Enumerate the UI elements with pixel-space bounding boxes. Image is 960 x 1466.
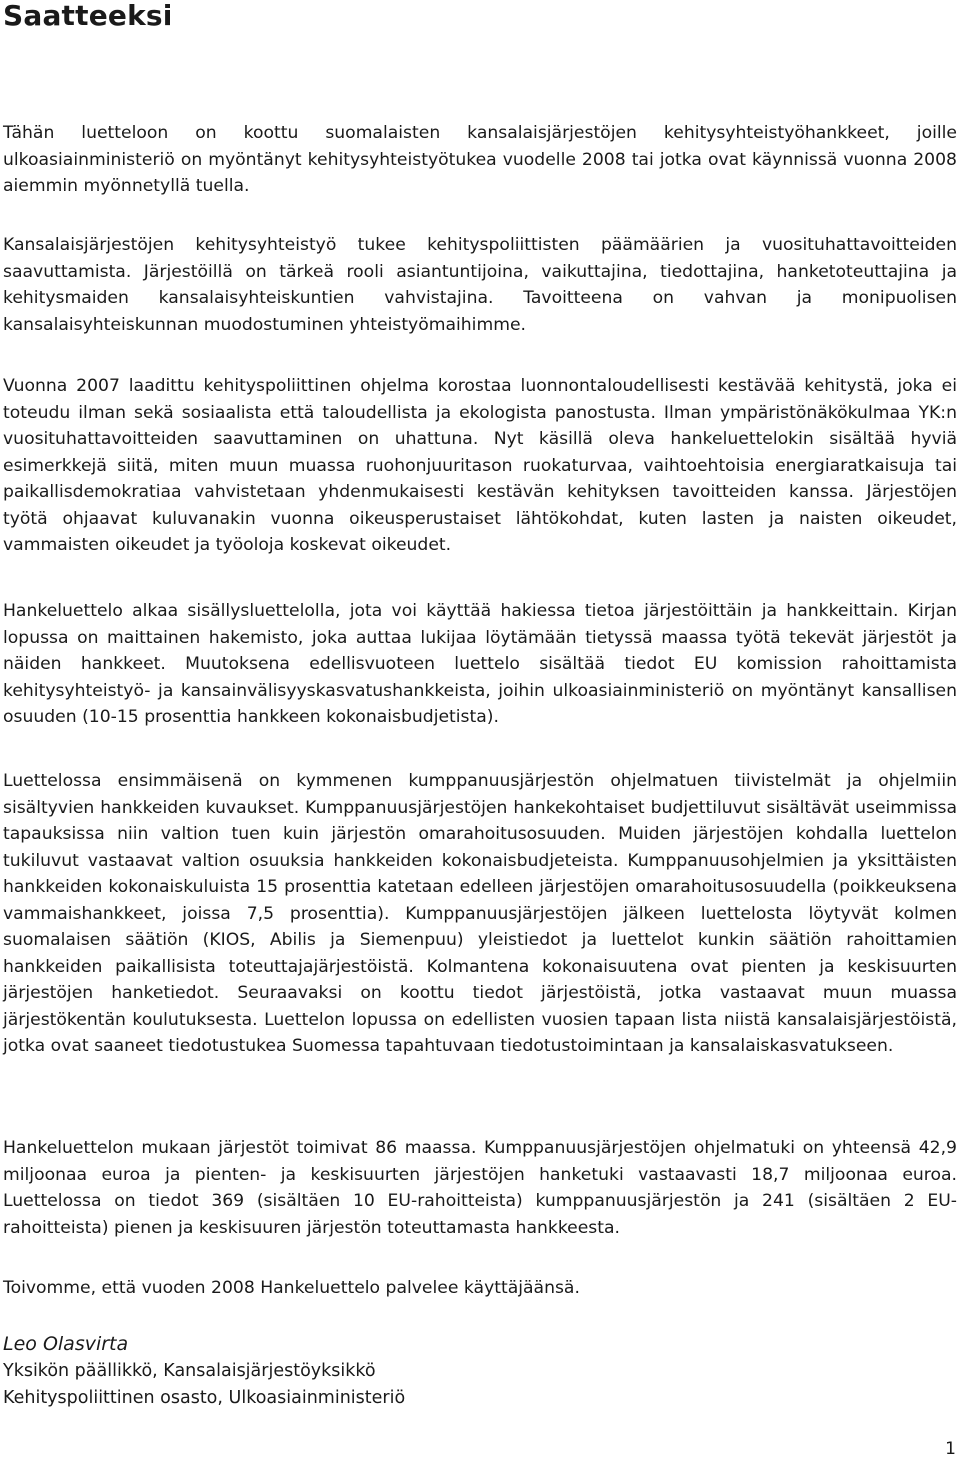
signature-title-line-2: Kehityspoliittinen osasto, Ulkoasiainministeriö (3, 1387, 406, 1408)
signature-name: Leo Olasvirta (3, 1333, 129, 1355)
signature-title-line-1: Yksikön päällikkö, Kansalaisjärjestöyksikkö (3, 1361, 376, 1381)
paragraph-goals: Kansalaisjärjestöjen kehitysyhteistyö tukee kehityspoliittisten päämäärien ja vuosituhattavoitteiden saavuttamista. Järjestöillä on tärkeä rooli asiantuntijoina, vaikuttajina, tiedottajina, hanketoteuttajina ja kehitysmaiden kansalaisyhteiskuntien vahvistajina. Tavoitteena on vahvan ja monipuolisen kansalaisyhteiskunnan muodostuminen yhteistyömaihimme. (3, 235, 957, 335)
paragraph-statistics: Hankeluettelon mukaan järjestöt toimivat 86 maassa. Kumppanuusjärjestöjen ohjelmatuki on yhteensä 42,9 miljoonaa euroa ja pienten- ja keskisuurten järjestöjen hanketuki vastaavasti 18,7 miljoonaa euroa. Luettelossa on tiedot 369 (sisältäen 10 EU-rahoitteista) kumppanuusjärjestön ja 241 (sisältäen 2 EU-rahoitteista) pienen ja keskisuuren järjestön toteuttamasta hankkeesta. (3, 1138, 957, 1238)
paragraph-catalogue-structure: Hankeluettelo alkaa sisällysluettelolla, jota voi käyttää hakiessa tietoa järjestöittäin ja hankkeittain. Kirjan lopussa on maittainen hakemisto, joka auttaa lukijaa löytämään tietyssä maassa työtä tekevät järjestöt ja näiden hankkeet. Muutoksena edellisvuoteen luettelo sisältää tiedot EU komission rahoittamista kehitysyhteistyö- ja kansainvälisyyskasvatushankkeista, joihin ulkoasiainministeriö on myöntänyt kansallisen osuuden (10-15 prosenttia hankkeen kokonaisbudjetista). (3, 601, 957, 727)
signature-block (3, 1331, 903, 1411)
paragraph-partner-organisations: Luettelossa ensimmäisenä on kymmenen kumppanuusjärjestön ohjelmatuen tiivistelmät ja ohjelmiin sisältyvien hankkeiden kuvaukset. Kumppanuusjärjestöjen hankekohtaiset budjettiluvut sisältävät useimmissa tapauksissa niin valtion tuen kuin järjestön omarahoitusosuuden. Muiden järjestöjen kohdalla luettelon tukiluvut vastaavat valtion osuuksia hankkeiden kokonaisbudjeteista. Kumppanuusohjelmien ja yksittäisten hankkeiden kokonaiskuluista 15 prosenttia katetaan edelleen järjestöjen omarahoitusosuudella (poikkeuksena vammaishankkeet, joissa 7,5 prosenttia). Kumppanuusjärjestöjen jälkeen luettelosta löytyvät kolmen suomalaisen säätiön (KIOS, Abilis ja Siemenpuu) yleistiedot ja luettelot kunkin säätiön rahoittamien hankkeiden paikallisista toteuttajajärjestöistä. Kolmantena kokonaisuutena ovat pienten ja keskisuurten järjestöjen hanketiedot. Seuraavaksi on koottu tiedot järjestöistä, jotka vastaavat muun muassa järjestökentän koulutuksesta. Luettelon lopussa on edellisten vuosien tapaan lista niistä kansalaisjärjestöistä, jotka ovat saaneet tiedotustukea Suomessa tapahtuvaan tiedotustoimintaan ja kansalaiskasvatukseen. (3, 771, 957, 1056)
page-title: Saatteeksi (3, 0, 173, 32)
paragraph-intro: Tähän luetteloon on koottu suomalaisten kansalaisjärjestöjen kehitysyhteistyöhankkeet, joille ulkoasiainministeriö on myöntänyt kehitysyhteistyötukea vuodelle 2008 tai jotka ovat käynnissä vuonna 2008 aiemmin myönnetyllä tuella. (3, 123, 957, 196)
paragraph-closing: Toivomme, että vuoden 2008 Hankeluettelo palvelee käyttäjäänsä. (3, 1278, 580, 1298)
page-number: 1 (945, 1439, 956, 1459)
paragraph-development-policy: Vuonna 2007 laadittu kehityspoliittinen ohjelma korostaa luonnontaloudellisesti kestävää kehitystä, joka ei toteudu ilman sekä sosiaalista että taloudellista ja ekologista panostusta. Ilman ympäristönäkökulmaa YK:n vuosituhattavoitteiden saavuttaminen on uhattuna. Nyt käsillä oleva hankeluettelokin sisältää hyviä esimerkkejä siitä, miten muun muassa ruohonjuuritason ruokaturvaa, vaihtoehtoisia energiaratkaisuja tai paikallisdemokratiaa vahvistetaan yhdenmukaisesti kestävän kehityksen tavoitteiden kanssa. Järjestöjen työtä ohjaavat kuluvanakin vuonna oikeusperustaiset lähtökohdat, kuten lasten ja naisten oikeudet, vammaisten oikeudet ja työoloja koskevat oikeudet. (3, 376, 957, 555)
